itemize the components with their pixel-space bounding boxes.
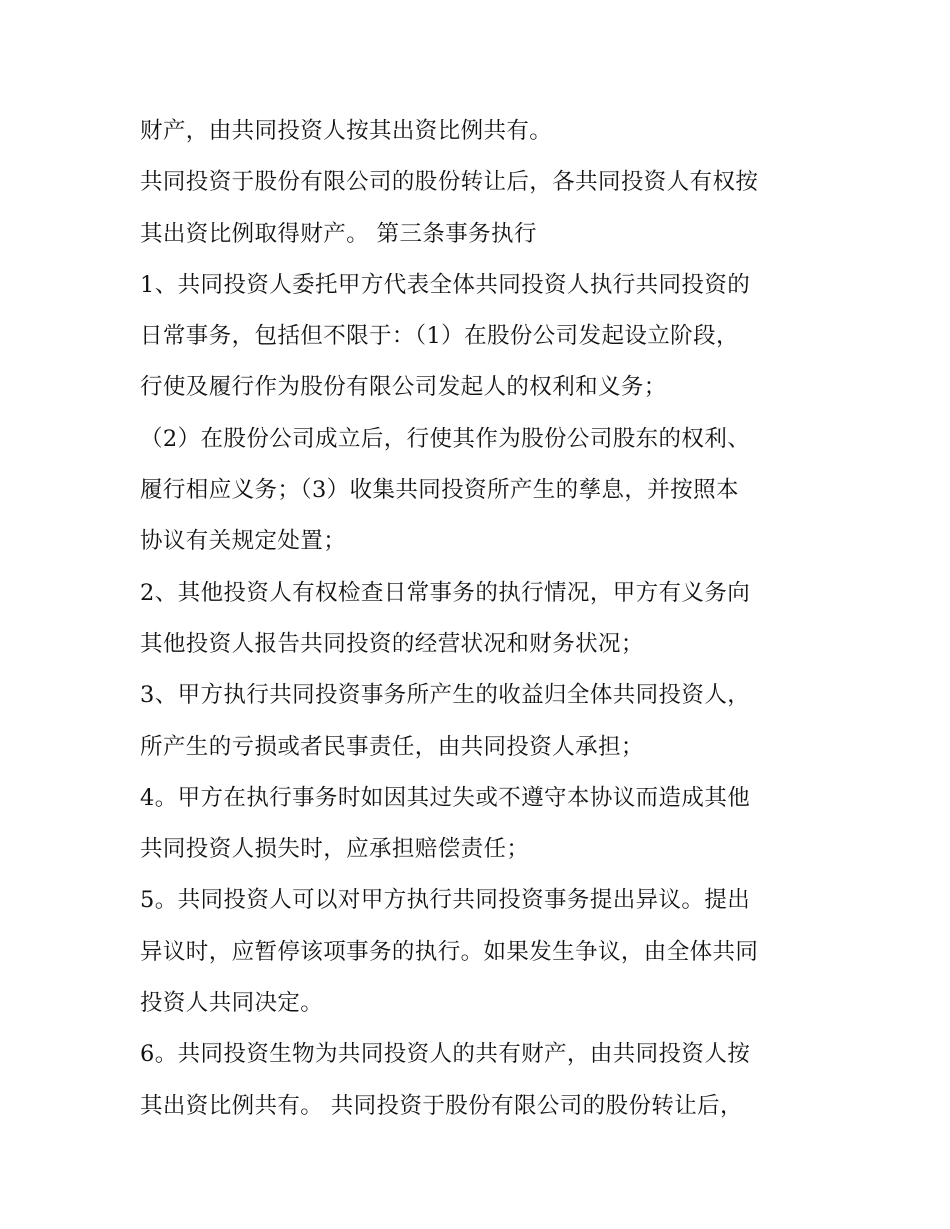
text-line: 履行相应义务；（3）收集共同投资所产生的孳息，并按照本 (140, 477, 739, 504)
text-line: 3、甲方执行共同投资事务所产生的收益归全体共同投资人， (140, 682, 751, 709)
text-line: 财产，由共同投资人按其出资比例共有。 (140, 118, 553, 144)
text-line: 其出资比例共有。 共同投资于股份有限公司的股份转让后， (140, 1092, 743, 1119)
text-line: 所产生的亏损或者民事责任，由共同投资人承担； (140, 733, 644, 760)
text-line: 其他投资人报告共同投资的经营状况和财务状况； (140, 630, 644, 657)
text-line: 5。共同投资人可以对甲方执行共同投资事务提出异议。提出 (140, 887, 751, 914)
text-line: 行使及履行作为股份有限公司发起人的权利和义务； (140, 374, 667, 401)
text-line: 4。甲方在执行事务时如因其过失或不遵守本协议而造成其他 (140, 784, 751, 811)
text-line: 其出资比例取得财产。 第三条事务执行 (140, 220, 537, 247)
text-line: 日常事务，包括但不限于：（1）在股份公司发起设立阶段， (140, 323, 739, 350)
text-line: 投资人共同决定。 (140, 990, 324, 1017)
text-line: 共同投资于股份有限公司的股份转让后，各共同投资人有权按 (140, 169, 759, 196)
text-line: 异议时，应暂停该项事务的执行。如果发生争议，由全体共同 (140, 938, 759, 965)
text-line: 6。共同投资生物为共同投资人的共有财产，由共同投资人按 (140, 1041, 751, 1068)
text-line: 共同投资人损失时，应承担赔偿责任； (140, 836, 530, 863)
text-line: 协议有关规定处置； (140, 528, 347, 555)
text-line: （2）在股份公司成立后，行使其作为股份公司股东的权利、 (140, 425, 751, 452)
document-body (140, 106, 840, 1132)
text-line: 1、共同投资人委托甲方代表全体共同投资人执行共同投资的 (140, 271, 751, 298)
text-line: 2、其他投资人有权检查日常事务的执行情况，甲方有义务向 (140, 579, 751, 606)
